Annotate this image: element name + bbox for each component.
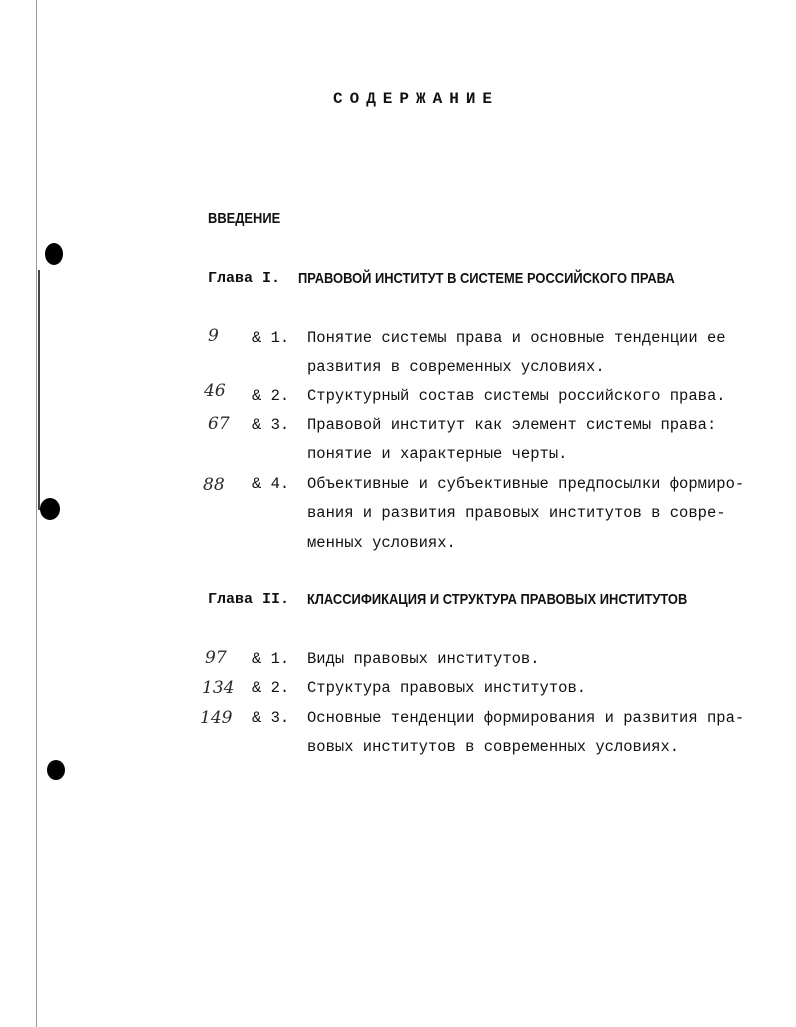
section-number: & 2.	[252, 387, 290, 405]
section-title-line: Основные тенденции формирования и развития пра-	[307, 709, 745, 727]
section-title-line: Объективные и субъективные предпосылки формиро-	[307, 475, 745, 493]
page-title: СОДЕРЖАНИЕ	[333, 90, 500, 108]
intro-heading: ВВЕДЕНИЕ	[208, 210, 281, 227]
section-number: & 3.	[252, 416, 290, 434]
section-number: & 1.	[252, 329, 290, 347]
chapter-title: ПРАВОВОЙ ИНСТИТУТ В СИСТЕМЕ РОССИЙСКОГО ПРАВА	[298, 270, 675, 287]
chapter-title: КЛАССИФИКАЦИЯ И СТРУКТУРА ПРАВОВЫХ ИНСТИТУТОВ	[307, 591, 688, 608]
section-number: & 2.	[252, 679, 290, 697]
scan-blot	[45, 243, 63, 265]
section-title-line: понятие и характерные черты.	[307, 445, 568, 463]
scan-blot	[47, 760, 65, 780]
section-title-line: Структура правовых институтов.	[307, 679, 587, 697]
section-title-line: менных условиях.	[307, 534, 456, 552]
scan-margin-line	[36, 0, 37, 1027]
section-title-line: Правовой институт как элемент системы права:	[307, 416, 717, 434]
section-title-line: развития в современных условиях.	[307, 358, 605, 376]
handwritten-page-number: 67	[208, 414, 230, 434]
scan-blot	[40, 498, 60, 520]
scan-margin-line	[38, 270, 40, 510]
handwritten-page-number: 97	[205, 648, 227, 668]
handwritten-page-number: 46	[204, 381, 226, 401]
section-title-line: Виды правовых институтов.	[307, 650, 540, 668]
section-title-line: вания и развития правовых институтов в совре-	[307, 504, 726, 522]
section-title-line: Структурный состав системы российского права.	[307, 387, 726, 405]
handwritten-page-number: 149	[200, 708, 233, 728]
chapter-label: Глава II.	[208, 591, 290, 608]
section-title-line: Понятие системы права и основные тенденции ее	[307, 329, 726, 347]
section-title-line: вовых институтов в современных условиях.	[307, 738, 680, 756]
section-number: & 4.	[252, 475, 290, 493]
section-number: & 3.	[252, 709, 290, 727]
section-number: & 1.	[252, 650, 290, 668]
handwritten-page-number: 134	[202, 678, 235, 698]
chapter-label: Глава I.	[208, 270, 281, 287]
handwritten-page-number: 88	[203, 475, 225, 495]
handwritten-page-number: 9	[208, 326, 219, 346]
